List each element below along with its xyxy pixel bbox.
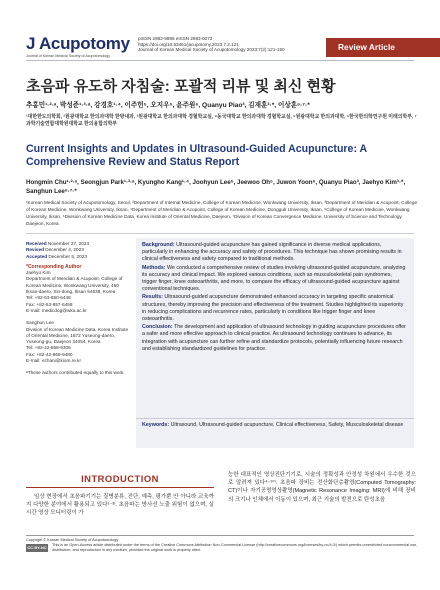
equal-contribution-note: ᵃThese authors contributed equally to this work. <box>26 370 125 376</box>
abstract-methods-label: Methods: <box>142 264 166 271</box>
introduction-heading: INTRODUCTION <box>81 473 159 484</box>
issn: pISSN 2982-9895 eISSN 2983-0273 <box>138 36 213 41</box>
section-divider <box>26 233 414 234</box>
author-fax: Fax: +82-63-857-6458 <box>26 301 73 307</box>
english-affiliations: ¹Korean Medical Society of Acupotomology, Seoul, ²Department of Internal Medicine, College of Korean Medicine, Wonkwang University, Iksan, ³Department of Meridian & Acupoint, College of Korean Medicine, Wonkwang University, Iksan, ⁴Department of Meridian & Acupoint, College of Korean Medicine, Dongguk University, Iksan, ⁵College of Korean Medicine, Wonkwang University, Iksan, ⁶Division of Korean Medicine Data, Korea Institute of Oriental Medicine, Daejeon, ⁷Division of Korean Convergence Medicine, University of Science and Technology, Daejeon, Korea <box>26 200 418 226</box>
license-text: This is an Open-Access article distributed under the terms of the Creative Commons Attribution Non-Commercial License (http://creativecommons.org/licenses/by-nc/4.0/) which permits unrestricted noncommercial use, distribution, and reproduction in any medium, provided the original work is properly cited. <box>52 543 418 552</box>
korean-affiliations: ¹대한한도의학회, ²원광대학교 한의과대학 한방내과, ³원광대학교 한의과대학 경혈학교실, ⁴동국대학교 한의과대학 경혈학교실, ⁵원광대학교 한의과대학, ⁶한국한의학연구원 미래의학부, ⁷과학기술연합대학원대학교 한의융합의학부 <box>26 115 417 128</box>
author-email[interactable]: E-mail: medicdog@wku.ac.kr <box>26 307 87 313</box>
journal-header <box>0 0 440 60</box>
introduction-column-2: 능한 대표적인 영상진단기기로, 시술의 정확성과 안정성 차원에서 우수한 것으로 알려져 있다⁴⁻¹⁰⁾. 초음파 장비는 전산화단층촬영(Computed Tomography: CT)이나 자기공명영상촬영(Magnetic Resonance Imaging: MRI)에 비해 장비의 크기나 인체에서 이동이 있으며, 최근 기술의 발전으로 탄성초음 <box>228 472 416 503</box>
korean-title: 초음파 유도하 자침술: 포괄적 리뷰 및 최신 현황 <box>26 78 336 95</box>
cc-license-icon[interactable]: CC BY-NC <box>27 545 47 550</box>
received-date: November 27, 2023 <box>47 241 90 246</box>
header-divider <box>26 60 414 61</box>
author-name: Jaehyo Kim <box>26 270 51 276</box>
author-email[interactable]: E-mail: ezhani@kiom.re.kr <box>26 358 82 364</box>
korean-authors: 추홍민¹·²·ᵃ, 박성준¹·³·ᵃ, 강경호¹·⁴, 이주헌⁵, 오지우⁵, 윤주원⁶, Quanyu Piao³, 김재훈³·*, 이상훈⁶·⁷·* <box>26 102 310 109</box>
revised-date: December 4, 2023 <box>45 247 84 253</box>
accepted-date: December 5, 2023 <box>48 253 87 259</box>
corresponding-author-2 <box>26 320 132 364</box>
author-tel: Tel: +82-42-868-9306 <box>26 345 71 351</box>
author-fax: Fax: +82-42-869-9480 <box>26 351 73 357</box>
keywords-box <box>136 418 414 448</box>
article-dates <box>26 241 132 260</box>
introduction-column-1: 임상 현장에서 초음파기기는 질병분류, 진단, 예측, 평가뿐 안 아니라 교육까지 다양한 분야에서 활용되고 있다¹⁻³⁾. 초음파는 방사선 노출 위험이 없으며, 실시간 영상 모니터링이 가 <box>26 494 214 517</box>
english-title: Current Insights and Updates in Ultrasound-Guided Acupuncture: A Comprehensive Review and Status Report <box>26 143 367 168</box>
footer-divider <box>26 535 414 536</box>
keywords-label: Keywords: <box>142 422 170 428</box>
abstract-methods: We conducted a comprehensive review of studies involving ultrasound-guided acupuncture, analyzing its accuracy and clinical impact. We explored various conditions, such as musculoskeletal pain syndromes, trigger finger, knee osteoarthritis, and more, to compare the efficacy of ultrasound-guided acupuncture against conventional techniques. <box>142 264 406 293</box>
received-label: Received <box>26 241 47 246</box>
abstract-background: Ultrasound-guided acupuncture has gained significance in diverse medical applications, particularly in enhancing the accuracy and safety of procedures. This technique has shown promising results in clinical effectiveness and safety compared to traditional methods. <box>142 242 402 263</box>
article-sidebar <box>26 241 132 377</box>
journal-meta <box>138 36 285 53</box>
corresponding-author-heading: *Corresponding Author <box>26 263 82 270</box>
abstract-results-label: Results: <box>142 294 163 301</box>
author-address: Department of Meridian & Acupoint, College of Korean Medicine, Wonkwang University, 460 Iksan-daero, Sin-dong, Iksan 54538, Korea <box>26 276 123 295</box>
abstract-conclusion: The development and application of ultrasound technology in guiding acupuncture procedures offer a safer and more effective approach to clinical practice. As ultrasound technology continues to advance, its integration with acupuncture can further refine and standardize protocols, potentially influencing future research and establishing standardized guidelines for practice. <box>142 324 406 352</box>
abstract-results: Ultrasound-guided acupuncture demonstrated enhanced accuracy in targeting specific anatomical structures, thereby improving the precision and effectiveness of the treatment. Studies highlighted its superiority in reducing complications and recurrence rates, particularly in conditions like trigger finger and knee osteoarthritis. <box>142 294 404 323</box>
abstract-box <box>136 238 414 418</box>
revised-label: Revised <box>26 247 44 253</box>
english-authors: Hongmin Chu¹·²·ᵃ, Seongjun Park¹·³·ᵃ, Kyungho Kang¹·⁴, Joohyun Lee⁵, Jeewoo Oh⁵, Juwon Yoon⁶, Quanyu Piao³, Jaehyo Kim³·*, Sanghun Lee⁶·⁷·* <box>26 179 406 195</box>
article-type-badge: Review Article <box>326 38 440 57</box>
abstract-conclusion-label: Conclusion: <box>142 324 173 331</box>
citation: Journal of Korean Medical Society of Acupotomology 2023;7(2):121-150 <box>138 47 285 53</box>
doi-link[interactable]: https://doi.org/10.53461/jacupotomy.2023.7.2.121 <box>138 41 239 47</box>
author-name: Sanghun Lee <box>26 320 54 326</box>
journal-logo-subtitle: Journal of Korean Medical Society of Acupotomology <box>26 54 111 58</box>
footer <box>26 538 426 553</box>
accepted-label: Accepted <box>26 253 48 259</box>
abstract-background-label: Background: <box>142 242 175 248</box>
copyright: Copyright © Korean Medical Society of Acupotomology <box>26 538 119 542</box>
journal-logo: J Acupotomy <box>26 34 130 53</box>
author-tel: Tel: +82-63-850-6448 <box>26 295 71 301</box>
introduction-underline <box>26 487 214 488</box>
keywords: Ultrasound, Ultrasound-guided acupuncture, Clinical effectiveness, Safety, Musculoskeletal disease <box>170 422 404 428</box>
corresponding-author-1 <box>26 270 132 314</box>
author-address: Division of Korean Medicine Data, Korea Institute of Oriental Medicine, 1672 Yuseong-daero, Yuseong-gu, Daejeon 34054, Korea <box>26 326 129 345</box>
